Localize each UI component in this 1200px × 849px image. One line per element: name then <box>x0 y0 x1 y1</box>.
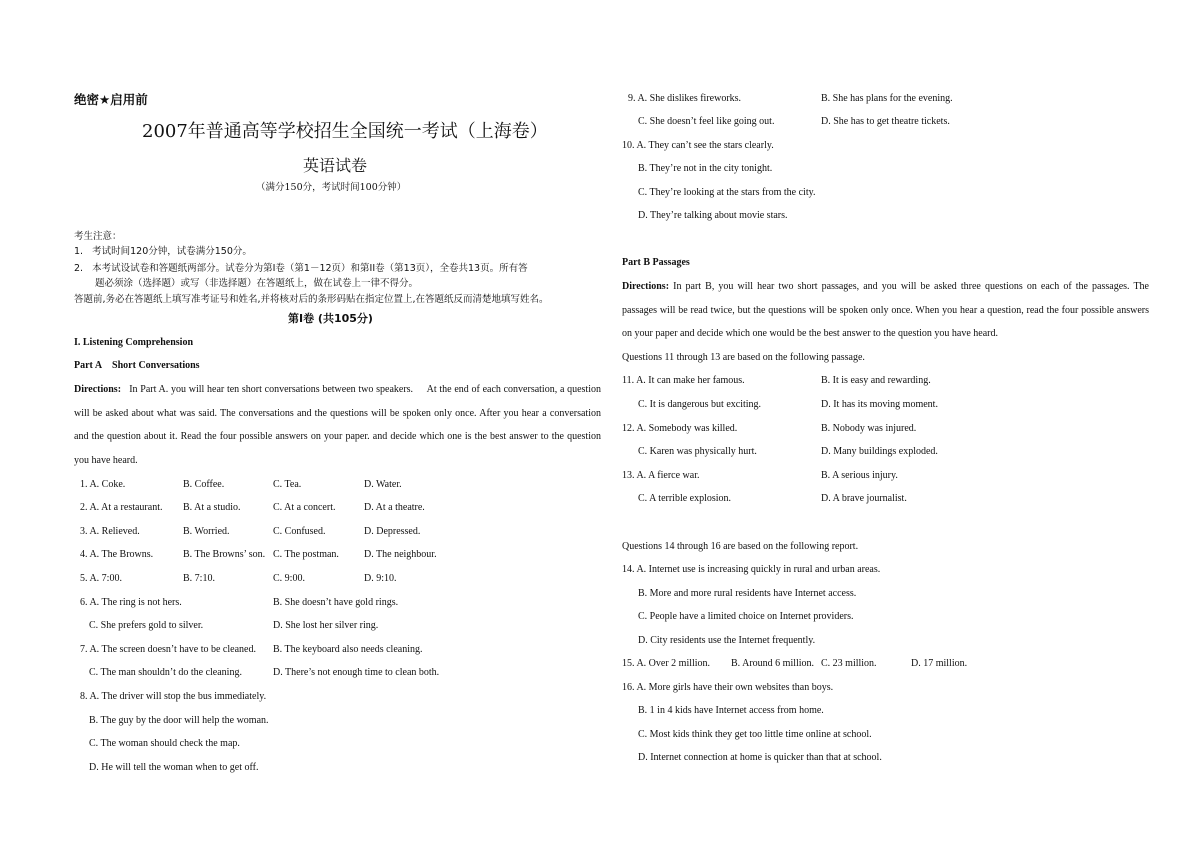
q5-b: B. 7:10. <box>183 573 215 584</box>
part-b-directions-text: In part B, you will hear two short passages, and you will be asked three questions on each of the passages. The passages will be read twice, but the questions will be spoken only once. When you hear a question, read the four possible answers on your paper and decide which one would be the best answer to the question you have heard. <box>622 281 1149 340</box>
q1-b: B. Coffee. <box>183 479 225 490</box>
exam-note: （满分150分，考试时间100分钟） <box>256 182 407 193</box>
q16-d: D. Internet connection at home is quicker than that at school. <box>638 752 882 763</box>
q8-a: 8. A. The driver will stop the bus immediately. <box>80 691 267 702</box>
q3-d: D. Depressed. <box>364 526 421 537</box>
part-b-intro-1: Questions 11 through 13 are based on the following passage. <box>622 352 865 363</box>
q4-c: C. The postman. <box>273 549 339 560</box>
exam-subtitle: 英语试卷 <box>303 156 368 175</box>
q2-c: C. At a concert. <box>273 502 336 513</box>
q12-c: C. Karen was physically hurt. <box>638 446 757 457</box>
q16-b: B. 1 in 4 kids have Internet access from home. <box>638 705 824 716</box>
q7-a: 7. A. The screen doesn’t have to be cleaned. <box>80 644 256 655</box>
confidential-label: 绝密★启用前 <box>74 92 148 107</box>
part-a-directions <box>74 378 601 472</box>
q6-b: B. She doesn’t have gold rings. <box>273 597 399 608</box>
q13-b: B. A serious injury. <box>821 470 898 481</box>
q9-b: B. She has plans for the evening. <box>821 93 953 104</box>
q6-c: C. She prefers gold to silver. <box>89 620 204 631</box>
q6-a: 6. A. The ring is not hers. <box>80 597 182 608</box>
q12-d: D. Many buildings exploded. <box>821 446 938 457</box>
part-a-heading: Part A Short Conversations <box>74 360 200 371</box>
q9-d: D. She has to get theatre tickets. <box>821 116 950 127</box>
q1-d: D. Water. <box>364 479 402 490</box>
q11-a: 11. A. It can make her famous. <box>622 375 745 386</box>
q10-a: 10. A. They can’t see the stars clearly. <box>622 140 774 151</box>
q10-d: D. They’re talking about movie stars. <box>638 210 788 221</box>
q15-b: B. Around 6 million. <box>731 658 815 669</box>
q2-a: 2. A. At a restaurant. <box>80 502 163 513</box>
q3-c: C. Confused. <box>273 526 326 537</box>
q8-c: C. The woman should check the map. <box>89 738 240 749</box>
q16-c: C. Most kids think they get too little time online at school. <box>638 729 872 740</box>
q5-a: 5. A. 7:00. <box>80 573 122 584</box>
q10-b: B. They’re not in the city tonight. <box>638 163 773 174</box>
q14-a: 14. A. Internet use is increasing quickly in rural and urban areas. <box>622 564 881 575</box>
part-b-heading: Part B Passages <box>622 257 690 268</box>
q12-b: B. Nobody was injured. <box>821 423 917 434</box>
q13-a: 13. A. A fierce war. <box>622 470 700 481</box>
q5-d: D. 9:10. <box>364 573 397 584</box>
part-b-directions <box>622 275 1149 346</box>
q9-a: 9. A. She dislikes fireworks. <box>628 93 742 104</box>
q15-c: C. 23 million. <box>821 658 877 669</box>
q14-d: D. City residents use the Internet frequently. <box>638 635 816 646</box>
q6-d: D. She lost her silver ring. <box>273 620 379 631</box>
part-a-directions-label: Directions: <box>74 384 122 395</box>
instructions-heading: 考生注意： <box>74 231 122 242</box>
q12-a: 12. A. Somebody was killed. <box>622 423 738 434</box>
q1-c: C. Tea. <box>273 479 302 490</box>
q7-d: D. There’s not enough time to clean both. <box>273 667 440 678</box>
q11-c: C. It is dangerous but exciting. <box>638 399 762 410</box>
q3-b: B. Worried. <box>183 526 230 537</box>
instruction-item-1: 1. 考试时间120分钟，试卷满分150分。 <box>74 246 252 257</box>
q16-a: 16. A. More girls have their own websites than boys. <box>622 682 834 693</box>
part-b-intro-2: Questions 14 through 16 are based on the following report. <box>622 541 859 552</box>
instruction-item-2-cont: 题必须涂（选择题）或写（非选择题）在答题纸上，做在试卷上一律不得分。 <box>95 278 419 289</box>
q10-c: C. They’re looking at the stars from the city. <box>638 187 816 198</box>
q1-a: 1. A. Coke. <box>80 479 126 490</box>
q14-c: C. People have a limited choice on Internet providers. <box>638 611 854 622</box>
q2-b: B. At a studio. <box>183 502 241 513</box>
q4-a: 4. A. The Browns. <box>80 549 154 560</box>
q14-b: B. More and more rural residents have Internet access. <box>638 588 857 599</box>
q4-d: D. The neighbour. <box>364 549 437 560</box>
q2-d: D. At a theatre. <box>364 502 425 513</box>
q7-c: C. The man shouldn’t do the cleaning. <box>89 667 242 678</box>
part-b-directions-label: Directions: <box>622 281 670 292</box>
q5-c: C. 9:00. <box>273 573 305 584</box>
q13-c: C. A terrible explosion. <box>638 493 732 504</box>
instruction-item-3: 答题前,务必在答题纸上填写准考证号和姓名,并将核对后的条形码贴在指定位置上,在答题纸反而清楚地填写姓名。 <box>74 294 549 305</box>
q4-b: B. The Browns’ son. <box>183 549 266 560</box>
instruction-item-2: 2. 本考试设试卷和答题纸两部分。试卷分为第I卷（第1－12页）和第II卷（第13页），全卷共13页。所有答 <box>74 263 528 274</box>
q3-a: 3. A. Relieved. <box>80 526 140 537</box>
exam-title: 2007年普通高等学校招生全国统一考试（上海卷） <box>142 121 548 142</box>
q11-d: D. It has its moving moment. <box>821 399 938 410</box>
q8-d: D. He will tell the woman when to get off. <box>89 762 259 773</box>
section-heading: I. Listening Comprehension <box>74 337 194 348</box>
q13-d: D. A brave journalist. <box>821 493 907 504</box>
q15-a: 15. A. Over 2 million. <box>622 658 711 669</box>
q11-b: B. It is easy and rewarding. <box>821 375 931 386</box>
q9-c: C. She doesn’t feel like going out. <box>638 116 775 127</box>
volume-heading: 第I卷 (共105分) <box>288 312 373 325</box>
q15-d: D. 17 million. <box>911 658 968 669</box>
q7-b: B. The keyboard also needs cleaning. <box>273 644 423 655</box>
part-a-directions-text: In Part A. you will hear ten short conversations between two speakers. At the end of each conversation, a question will be asked about what was said. The conversations and the questions will be spoken only once. After you hear a conversation and the question about it. Read the four possible answers on your paper. and decide which one is the best answer to the question you have heard. <box>74 384 601 466</box>
q8-b: B. The guy by the door will help the woman. <box>89 715 269 726</box>
